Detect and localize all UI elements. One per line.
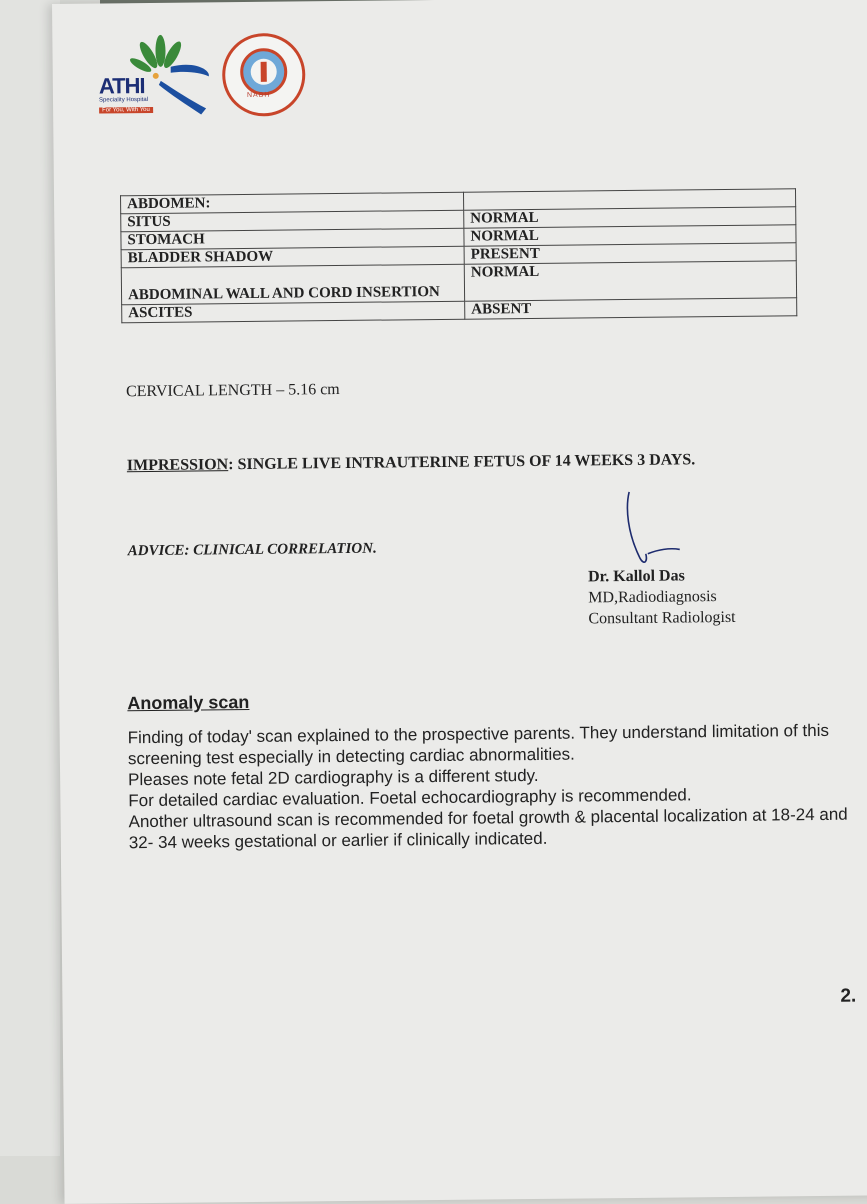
page-number: 2.: [840, 985, 857, 1007]
nabh-seal: [220, 31, 307, 118]
abdomen-findings-table: [120, 188, 797, 323]
document-page: [52, 0, 867, 1204]
cervical-length: CERVICAL LENGTH – 5.16 cm: [125, 381, 340, 401]
signatory-block: [588, 565, 736, 630]
anomaly-line: For detailed cardiac evaluation. Foetal echocardiography is recommended.: [128, 785, 692, 811]
finding-label: SITUS: [121, 210, 464, 232]
anomaly-line: Another ultrasound scan is recommended for foetal growth & placental localization at 18-24 and 32- 34 weeks gestational or earlier if clinically indicated.: [128, 804, 848, 853]
anomaly-scan-title: Anomaly scan: [127, 691, 250, 714]
nabh-label: NABH: [246, 91, 271, 99]
anomaly-scan-body: [128, 720, 851, 854]
finding-value: ABSENT: [465, 298, 797, 319]
anomaly-line: Pleases note fetal 2D cardiography is a different study.: [128, 765, 539, 790]
impression: [127, 451, 696, 475]
previous-page-edge: [0, 0, 60, 1156]
finding-label: BLADDER SHADOW: [121, 246, 464, 268]
impression-text: : SINGLE LIVE INTRAUTERINE FETUS OF 14 WEEKS 3 DAYS.: [228, 451, 696, 474]
section-heading: ABDOMEN:: [121, 192, 464, 214]
finding-label: STOMACH: [121, 228, 464, 250]
anomaly-line: Finding of today' scan explained to the prospective parents. They understand limitation of this screening test especially in detecting cardiac abnormalities.: [127, 720, 830, 769]
finding-value: NORMAL: [464, 225, 796, 246]
advice: ADVICE: CLINICAL CORRELATION.: [127, 540, 377, 560]
finding-value: NORMAL: [464, 207, 796, 228]
finding-label: ABDOMINAL WALL AND CORD INSERTION: [121, 264, 464, 305]
logo-subtitle: Speciality Hospital: [98, 96, 149, 104]
doctor-title: Consultant Radiologist: [588, 608, 736, 628]
logo-tagline: For You, With You: [99, 107, 153, 114]
impression-key: IMPRESSION: [126, 456, 229, 475]
doctor-degree: MD,Radiodiagnosis: [588, 588, 717, 607]
finding-value: PRESENT: [464, 243, 796, 264]
logo-wordmark: ATHI: [98, 73, 145, 99]
doctor-name: Dr. Kallol Das: [587, 567, 685, 586]
finding-label: ASCITES: [122, 301, 465, 323]
finding-value: NORMAL: [464, 261, 796, 301]
